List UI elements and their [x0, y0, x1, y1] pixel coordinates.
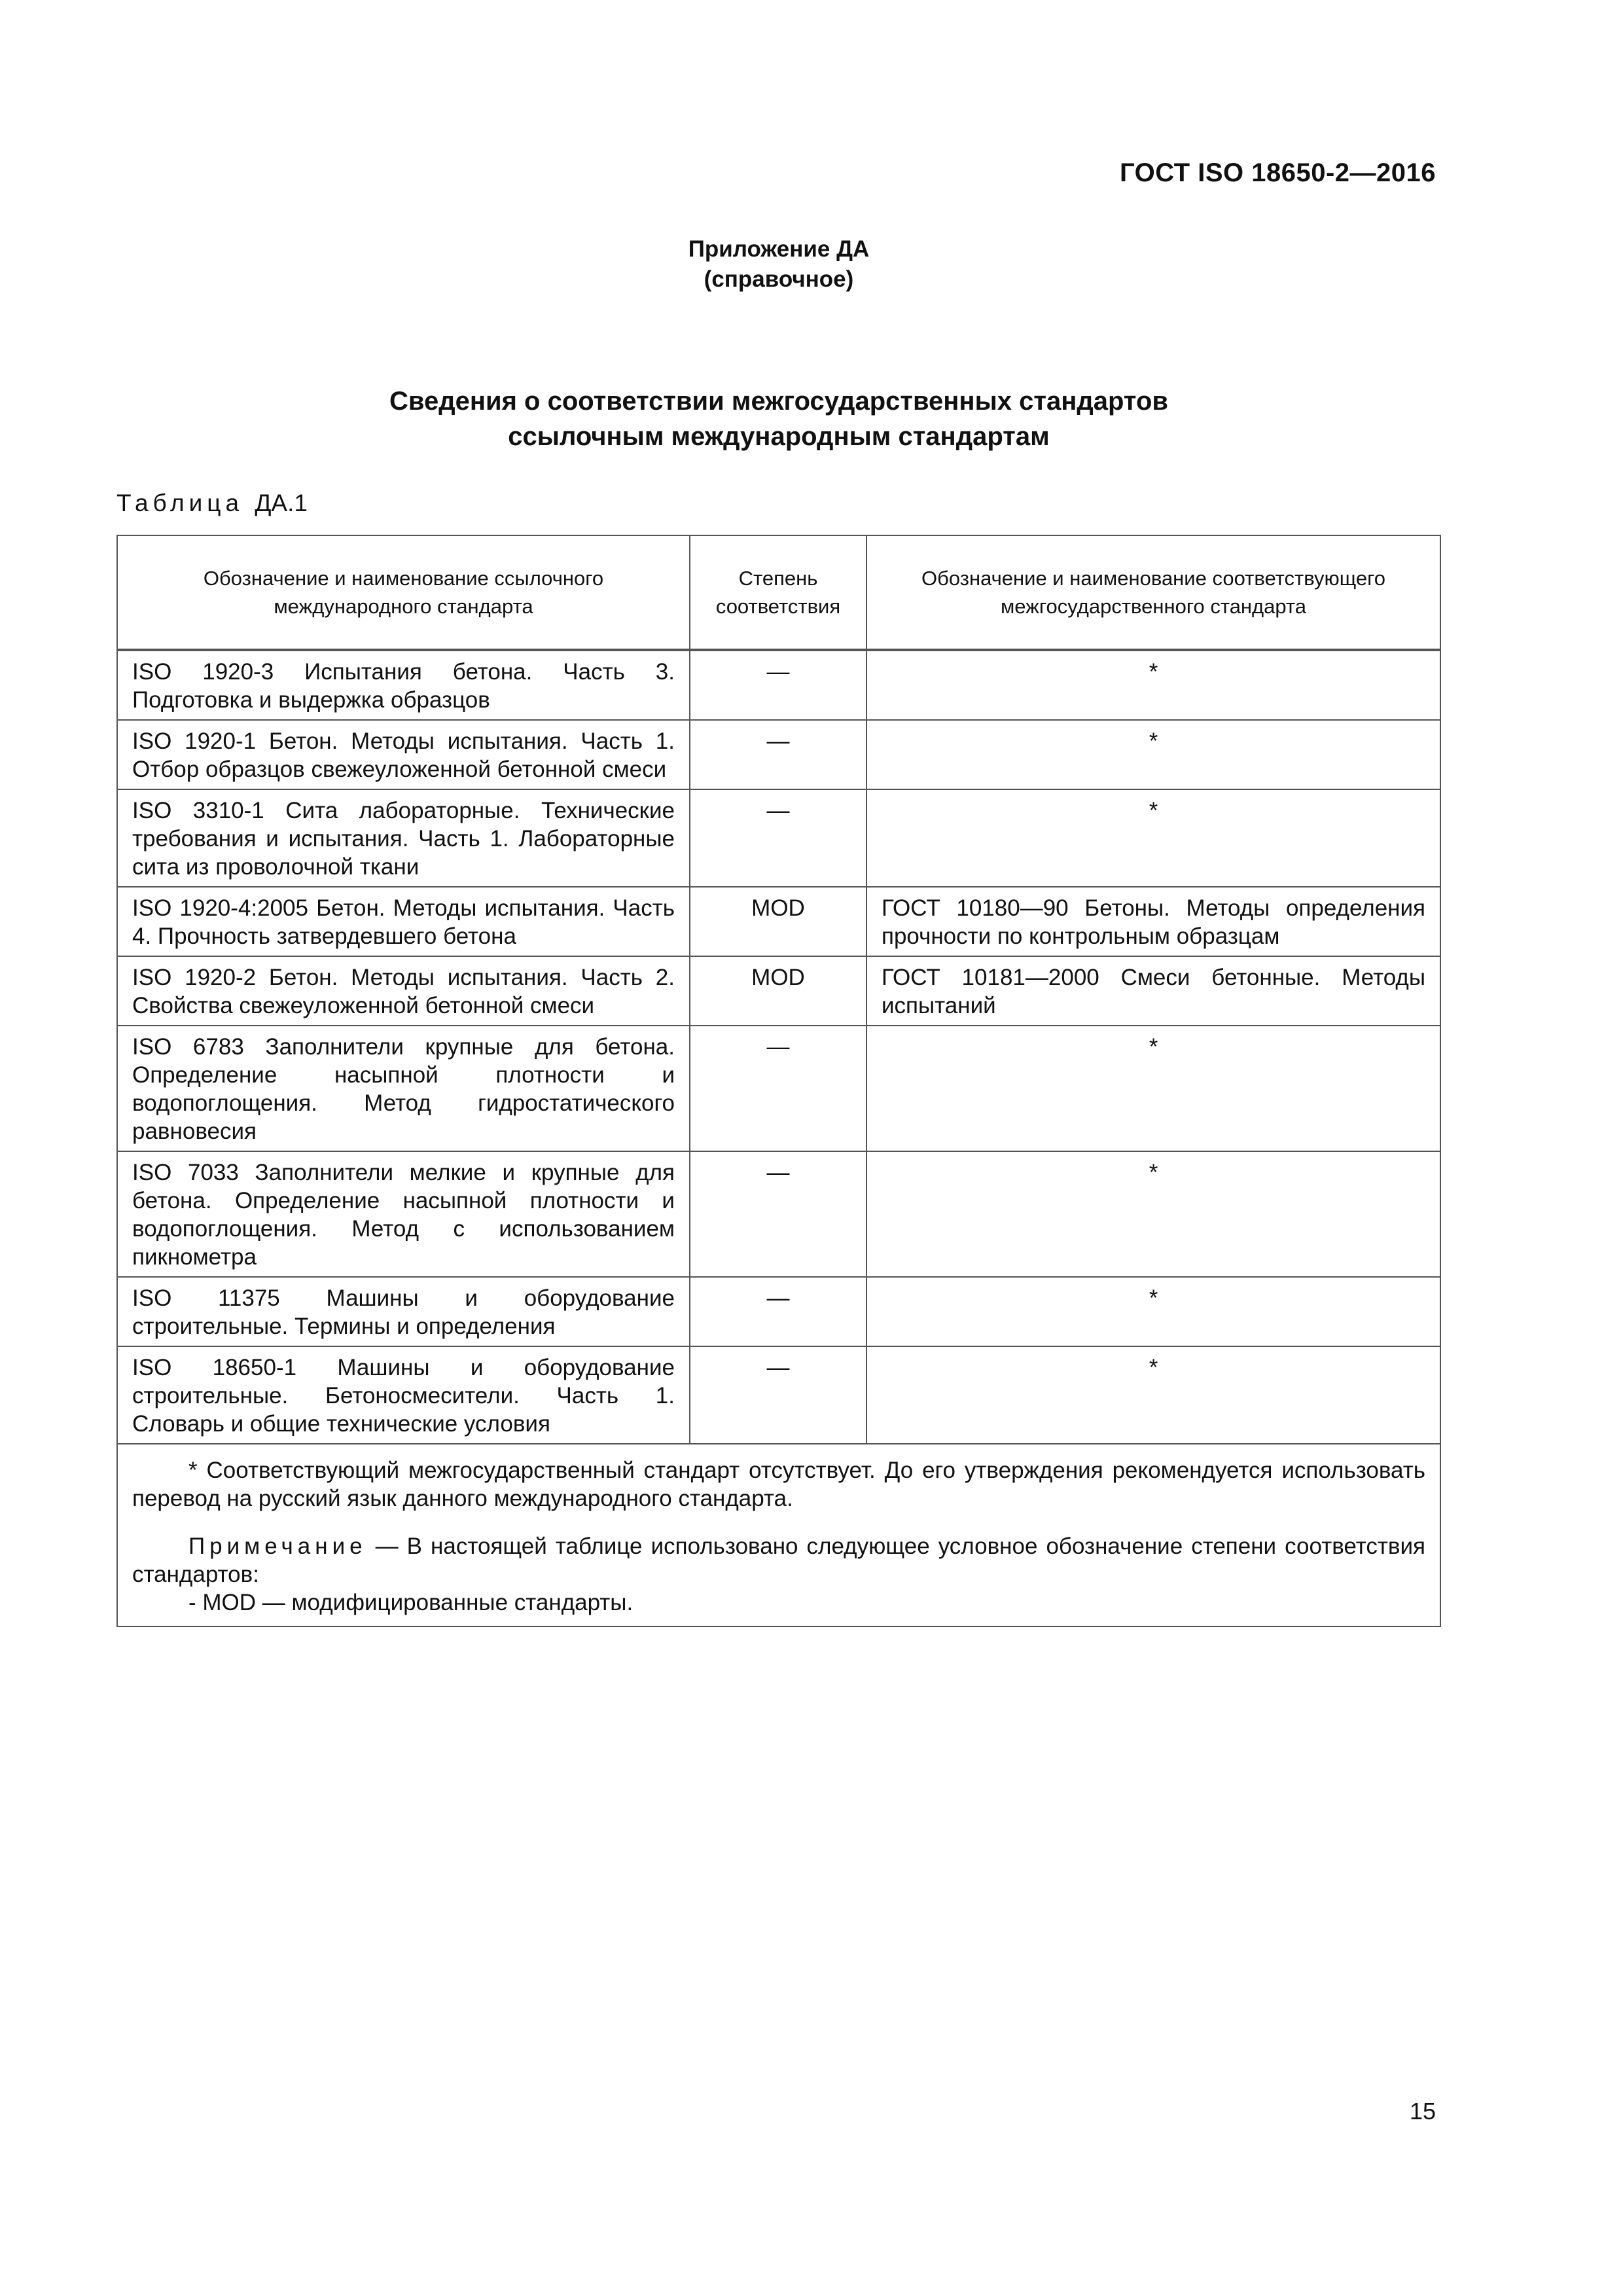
gost-cell: *: [866, 650, 1440, 720]
ref-standard-cell: ISO 18650-1 Машины и оборудование строительные. Бетоносмесители. Часть 1. Словарь и общие технические условия: [117, 1346, 690, 1444]
document-title: [0, 384, 1558, 454]
degree-cell: MOD: [690, 887, 866, 956]
gost-cell: *: [866, 789, 1440, 887]
gost-cell: ГОСТ 10180—90 Бетоны. Методы определения прочности по контрольным образцам: [866, 887, 1440, 956]
table-row: [117, 650, 1440, 720]
table-label: [116, 490, 308, 517]
ref-standard-cell: ISO 6783 Заполнители крупные для бетона. Определение насыпной плотности и водопоглощения. Метод гидростатического равновесия: [117, 1026, 690, 1151]
table-footnote: * Соответствующий межгосударственный стандарт отсутствует. До его утверждения рекомендуется использовать перевод на русский язык данного международного стандарта.: [132, 1458, 1425, 1511]
degree-cell: —: [690, 1346, 866, 1444]
gost-cell: *: [866, 1026, 1440, 1151]
ref-standard-cell: ISO 7033 Заполнители мелкие и крупные для бетона. Определение насыпной плотности и водопоглощения. Метод с использованием пикнометра: [117, 1151, 690, 1277]
table-note: [132, 1532, 1425, 1588]
degree-cell: —: [690, 1277, 866, 1346]
table-row: [117, 887, 1440, 956]
degree-cell: —: [690, 650, 866, 720]
gost-cell: *: [866, 1277, 1440, 1346]
table-row: [117, 720, 1440, 789]
table-row: [117, 1277, 1440, 1346]
note-label: Примечание: [188, 1534, 367, 1559]
ref-standard-cell: ISO 1920-2 Бетон. Методы испытания. Часть 2. Свойства свежеуложенной бетонной смеси: [117, 956, 690, 1026]
table-row: [117, 1151, 1440, 1277]
table-notes-row: [117, 1444, 1440, 1626]
table-notes: [117, 1444, 1440, 1626]
ref-standard-cell: ISO 1920-4:2005 Бетон. Методы испытания. Часть 4. Прочность затвердевшего бетона: [117, 887, 690, 956]
gost-cell: *: [866, 1346, 1440, 1444]
degree-cell: —: [690, 789, 866, 887]
degree-cell: —: [690, 1151, 866, 1277]
ref-standard-cell: ISO 11375 Машины и оборудование строительные. Термины и определения: [117, 1277, 690, 1346]
gost-cell: ГОСТ 10181—2000 Смеси бетонные. Методы испытаний: [866, 956, 1440, 1026]
ref-standard-cell: ISO 1920-1 Бетон. Методы испытания. Часть 1. Отбор образцов свежеуложенной бетонной смеси: [117, 720, 690, 789]
note-text: — В настоящей таблице использовано следующее условное обозначение степени соответствия стандартов:: [132, 1534, 1425, 1587]
appendix-type: (справочное): [704, 266, 854, 292]
title-line-1: Сведения о соответствии межгосударственных стандартов: [389, 387, 1168, 416]
page-number: 15: [1409, 2098, 1436, 2125]
title-line-2: ссылочным международным стандартам: [508, 422, 1050, 451]
gost-cell: *: [866, 720, 1440, 789]
document-code: ГОСТ ISO 18650-2—2016: [1120, 158, 1436, 187]
header-reference-standard: Обозначение и наименование ссылочного международного стандарта: [117, 535, 690, 650]
gost-cell: *: [866, 1151, 1440, 1277]
degree-cell: —: [690, 720, 866, 789]
table-row: [117, 956, 1440, 1026]
correspondence-table: [116, 535, 1441, 1627]
table-header-row: [117, 535, 1440, 650]
table-label-number: ДА.1: [255, 490, 308, 516]
appendix-title: Приложение ДА: [688, 236, 870, 262]
header-interstate-standard: Обозначение и наименование соответствующего межгосударственного стандарта: [866, 535, 1440, 650]
table-label-word: Таблица: [116, 490, 244, 516]
ref-standard-cell: ISO 3310-1 Сита лабораторные. Технические требования и испытания. Часть 1. Лабораторные сита из проволочной ткани: [117, 789, 690, 887]
appendix-heading: [0, 234, 1558, 295]
degree-cell: —: [690, 1026, 866, 1151]
table-row: [117, 1026, 1440, 1151]
degree-cell: MOD: [690, 956, 866, 1026]
table-row: [117, 1346, 1440, 1444]
note-item: - MOD — модифицированные стандарты.: [188, 1590, 633, 1615]
ref-standard-cell: ISO 1920-3 Испытания бетона. Часть 3. Подготовка и выдержка образцов: [117, 650, 690, 720]
header-degree: Степень соответствия: [690, 535, 866, 650]
table-row: [117, 789, 1440, 887]
